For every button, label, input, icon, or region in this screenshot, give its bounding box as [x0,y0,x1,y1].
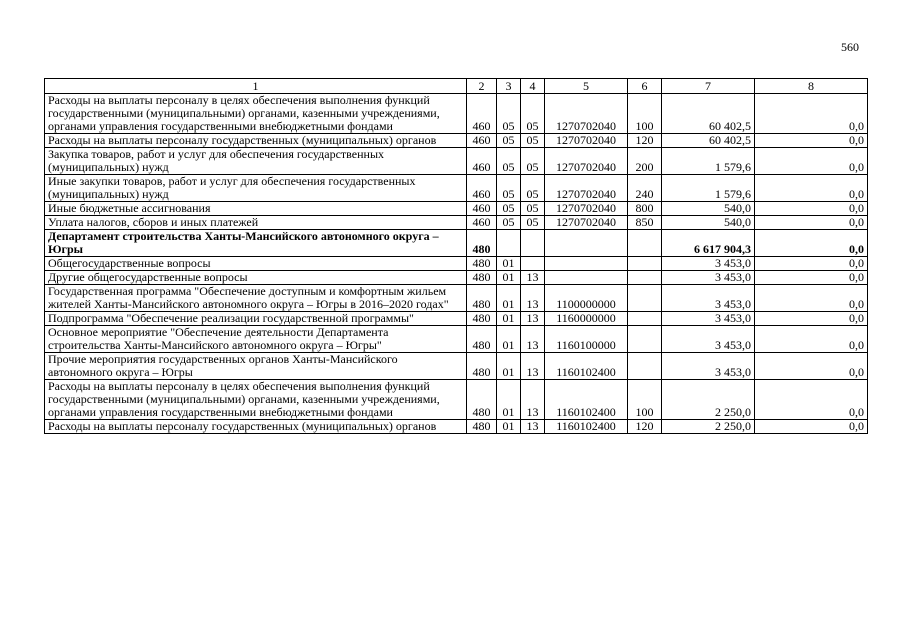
row-code-section: 01 [497,312,521,326]
row-code-expense-type: 100 [628,380,662,420]
row-amount: 6 617 904,3 [662,230,755,257]
row-name: Подпрограмма "Обеспечение реализации государственной программы" [45,312,467,326]
header-cell: 1 [45,79,467,94]
row-name: Закупка товаров, работ и услуг для обеспечения государственных (муниципальных) нужд [45,148,467,175]
row-name: Общегосударственные вопросы [45,257,467,271]
row-code-target: 1160102400 [545,380,628,420]
row-code-subsection: 13 [521,326,545,353]
row-amount: 3 453,0 [662,271,755,285]
row-code-ministry: 460 [467,94,497,134]
row-amount: 2 250,0 [662,420,755,434]
table-row [45,353,868,380]
row-amount-secondary: 0,0 [755,216,868,230]
row-amount-secondary: 0,0 [755,94,868,134]
row-code-expense-type: 120 [628,134,662,148]
row-amount-secondary: 0,0 [755,134,868,148]
row-amount: 3 453,0 [662,285,755,312]
row-code-expense-type [628,285,662,312]
table-row [45,380,868,420]
table-row [45,285,868,312]
table-row [45,257,868,271]
row-code-section: 01 [497,285,521,312]
row-code-target: 1100000000 [545,285,628,312]
row-code-section: 01 [497,420,521,434]
header-cell: 3 [497,79,521,94]
row-code-subsection [521,230,545,257]
row-amount: 2 250,0 [662,380,755,420]
row-code-target: 1270702040 [545,175,628,202]
row-name: Уплата налогов, сборов и иных платежей [45,216,467,230]
row-code-target: 1160102400 [545,420,628,434]
row-code-expense-type [628,326,662,353]
row-amount: 60 402,5 [662,134,755,148]
table-row [45,312,868,326]
row-amount-secondary: 0,0 [755,353,868,380]
row-code-ministry: 480 [467,271,497,285]
table-row [45,420,868,434]
row-code-target [545,271,628,285]
table-row [45,94,868,134]
row-code-subsection: 13 [521,380,545,420]
row-name: Расходы на выплаты персоналу государственных (муниципальных) органов [45,420,467,434]
table-row [45,134,868,148]
row-code-target: 1270702040 [545,94,628,134]
header-cell: 2 [467,79,497,94]
row-name: Другие общегосударственные вопросы [45,271,467,285]
row-code-target: 1270702040 [545,134,628,148]
table-row [45,175,868,202]
row-code-expense-type: 100 [628,94,662,134]
row-name: Прочие мероприятия государственных органов Ханты-Мансийского автономного округа – Югры [45,353,467,380]
row-code-subsection: 05 [521,134,545,148]
row-code-section: 01 [497,380,521,420]
row-code-ministry: 460 [467,134,497,148]
row-code-expense-type: 800 [628,202,662,216]
row-code-subsection: 13 [521,271,545,285]
row-code-ministry: 460 [467,175,497,202]
row-amount-secondary: 0,0 [755,175,868,202]
row-code-ministry: 460 [467,202,497,216]
row-code-section: 05 [497,216,521,230]
row-code-target: 1160000000 [545,312,628,326]
row-code-section: 05 [497,148,521,175]
row-code-subsection [521,257,545,271]
row-code-expense-type: 850 [628,216,662,230]
row-name: Расходы на выплаты персоналу государственных (муниципальных) органов [45,134,467,148]
row-code-subsection: 05 [521,94,545,134]
row-code-subsection: 05 [521,202,545,216]
row-amount: 1 579,6 [662,148,755,175]
row-code-subsection: 05 [521,175,545,202]
row-amount-secondary: 0,0 [755,148,868,175]
row-code-target: 1270702040 [545,148,628,175]
row-code-ministry: 480 [467,230,497,257]
page-number: 560 [841,40,859,54]
row-code-subsection: 13 [521,420,545,434]
header-cell: 6 [628,79,662,94]
row-code-target: 1160102400 [545,353,628,380]
row-code-target: 1270702040 [545,202,628,216]
row-amount-secondary: 0,0 [755,312,868,326]
row-code-section [497,230,521,257]
row-code-ministry: 480 [467,380,497,420]
row-code-expense-type: 120 [628,420,662,434]
table-row [45,271,868,285]
table-row [45,230,868,257]
row-amount-secondary: 0,0 [755,230,868,257]
row-amount-secondary: 0,0 [755,257,868,271]
row-code-expense-type: 240 [628,175,662,202]
row-amount: 540,0 [662,216,755,230]
row-name: Департамент строительства Ханты-Мансийского автономного округа – Югры [45,230,467,257]
header-cell: 8 [755,79,868,94]
row-amount-secondary: 0,0 [755,271,868,285]
table-row [45,202,868,216]
row-code-expense-type [628,271,662,285]
row-code-target: 1270702040 [545,216,628,230]
table-row [45,326,868,353]
row-code-subsection: 13 [521,312,545,326]
header-cell: 7 [662,79,755,94]
row-code-section: 01 [497,353,521,380]
header-cell: 5 [545,79,628,94]
row-code-ministry: 460 [467,216,497,230]
row-name: Расходы на выплаты персоналу в целях обеспечения выполнения функций государственными (муниципальными) органами, казенными учреждениями, органами управления государственными внебюджетными фондами [45,94,467,134]
row-code-expense-type [628,257,662,271]
row-code-subsection: 05 [521,216,545,230]
table-row [45,148,868,175]
row-amount: 3 453,0 [662,312,755,326]
row-code-ministry: 480 [467,312,497,326]
row-amount-secondary: 0,0 [755,420,868,434]
row-amount: 1 579,6 [662,175,755,202]
row-code-expense-type: 200 [628,148,662,175]
row-code-ministry: 480 [467,257,497,271]
row-amount: 3 453,0 [662,353,755,380]
row-code-section: 05 [497,175,521,202]
row-code-target [545,257,628,271]
row-code-section: 01 [497,326,521,353]
row-amount-secondary: 0,0 [755,202,868,216]
row-name: Иные закупки товаров, работ и услуг для обеспечения государственных (муниципальных) нужд [45,175,467,202]
row-code-section: 05 [497,94,521,134]
row-amount-secondary: 0,0 [755,380,868,420]
row-amount: 60 402,5 [662,94,755,134]
row-code-section: 01 [497,257,521,271]
row-amount-secondary: 0,0 [755,326,868,353]
row-name: Расходы на выплаты персоналу в целях обеспечения выполнения функций государственными (муниципальными) органами, казенными учреждениями, органами управления государственными внебюджетными фондами [45,380,467,420]
row-code-expense-type [628,312,662,326]
row-code-expense-type [628,353,662,380]
row-code-subsection: 05 [521,148,545,175]
row-code-section: 01 [497,271,521,285]
row-code-ministry: 480 [467,326,497,353]
budget-table [44,78,868,434]
row-code-subsection: 13 [521,353,545,380]
row-amount: 540,0 [662,202,755,216]
row-name: Основное мероприятие "Обеспечение деятельности Департамента строительства Ханты-Мансийского автономного округа – Югры" [45,326,467,353]
row-code-ministry: 480 [467,353,497,380]
row-name: Государственная программа "Обеспечение доступным и комфортным жильем жителей Ханты-Мансийского автономного округа – Югры в 2016–2020 годах" [45,285,467,312]
row-code-subsection: 13 [521,285,545,312]
row-code-section: 05 [497,134,521,148]
header-cell: 4 [521,79,545,94]
table-body [45,94,868,434]
row-code-target: 1160100000 [545,326,628,353]
row-name: Иные бюджетные ассигнования [45,202,467,216]
row-code-ministry: 480 [467,285,497,312]
header-row [45,79,868,94]
row-code-target [545,230,628,257]
row-code-expense-type [628,230,662,257]
table-row [45,216,868,230]
row-amount-secondary: 0,0 [755,285,868,312]
row-code-ministry: 480 [467,420,497,434]
row-code-ministry: 460 [467,148,497,175]
row-code-section: 05 [497,202,521,216]
row-amount: 3 453,0 [662,326,755,353]
row-amount: 3 453,0 [662,257,755,271]
